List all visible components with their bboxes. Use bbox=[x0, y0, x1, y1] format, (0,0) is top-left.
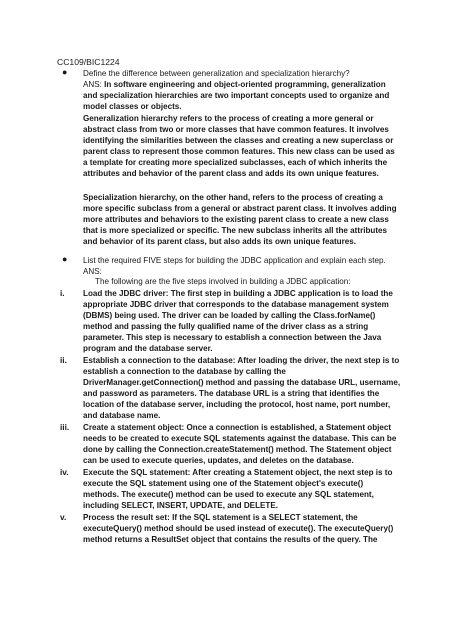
steps-intro: The following are the five steps involved in building a JDBC application: bbox=[95, 277, 351, 286]
specialization-paragraph bbox=[83, 192, 413, 247]
step-line: execute the SQL statement using one of the Statement object's execute() bbox=[83, 479, 364, 489]
step-1 bbox=[83, 288, 418, 355]
answer-1-line: model classes or objects. bbox=[83, 102, 182, 112]
step-number: iii. bbox=[60, 422, 70, 432]
question-1 bbox=[83, 68, 413, 79]
step-line: Process the result set: If the SQL statement is a SELECT statement, the bbox=[83, 513, 358, 522]
generalization-paragraph bbox=[83, 113, 413, 179]
paragraph-line: and behavior of its parent class, but also adds its own unique features. bbox=[83, 237, 356, 247]
answer-1-first-line: In software engineering and object-oriented programming, generalization bbox=[104, 80, 386, 89]
step-line: including SELECT, INSERT, UPDATE, and DELETE. bbox=[83, 501, 279, 511]
paragraph-line: abstract class from two or more classes that have common features. It involves bbox=[83, 125, 389, 135]
answer-1-intro bbox=[83, 79, 413, 113]
paragraph-line: Generalization hierarchy refers to the process of creating a more general or bbox=[83, 114, 374, 123]
step-line: method and passing the fully qualified name of the driver class as a string bbox=[83, 322, 369, 332]
step-line: needs to be created to execute SQL statements against the database. This can be bbox=[83, 434, 397, 444]
step-2 bbox=[83, 355, 418, 422]
step-line: Establish a connection to the database: After loading the driver, the next step is to bbox=[83, 356, 400, 365]
step-line: appropriate JDBC driver that corresponds to the database management system bbox=[83, 300, 389, 310]
paragraph-line: Specialization hierarchy, on the other hand, refers to the process of creating a bbox=[83, 193, 383, 202]
step-5 bbox=[83, 512, 418, 545]
step-number: i. bbox=[60, 288, 65, 298]
step-line: location of the database server, including the protocol, host name, port number, bbox=[83, 400, 391, 410]
paragraph-line: identifying the similarities between the classes and creating a new superclass or bbox=[83, 136, 394, 146]
step-line: (DBMS) being used. The driver can be loaded by calling the Class.forName() bbox=[83, 311, 376, 321]
step-line: methods. The execute() method can be used to execute any SQL statement, bbox=[83, 490, 374, 500]
step-number: iv. bbox=[60, 467, 69, 477]
step-line: can be used to execute queries, updates, and deletes on the database. bbox=[83, 456, 354, 466]
step-line: program and the database server. bbox=[83, 344, 213, 354]
step-line: executeQuery() method should be used instead of execute(). The executeQuery() bbox=[83, 524, 394, 534]
step-3 bbox=[83, 422, 418, 466]
course-code: CC109/BIC1224 bbox=[57, 57, 120, 67]
ans-label: ANS: bbox=[83, 80, 102, 89]
paragraph-line: attributes and behavior of the parent class and adds its own unique features. bbox=[83, 169, 379, 179]
paragraph-line: a template for creating more specialized subclasses, each of which inherits the bbox=[83, 158, 388, 168]
bullet-icon: ● bbox=[62, 254, 68, 264]
step-line: Load the JDBC driver: The first step in building a JDBC application is to load the bbox=[83, 289, 393, 298]
bullet-icon: ● bbox=[62, 67, 68, 77]
question-2-text: List the required FIVE steps for building the JDBC application and explain each step. bbox=[83, 256, 386, 265]
answer-1-line: and specialization hierarchies are two important concepts used to organize and bbox=[83, 91, 390, 101]
step-line: and password as parameters. The database URL is a string that identifies the bbox=[83, 389, 380, 399]
step-number: v. bbox=[60, 512, 67, 522]
step-line: establish a connection to the database by calling the bbox=[83, 367, 286, 377]
step-line: parameter. This step is necessary to establish a connection between the Java bbox=[83, 333, 382, 343]
step-line: DriverManager.getConnection() method and passing the database URL, username, bbox=[83, 378, 401, 388]
question-1-text: Define the difference between generalization and specialization hierarchy? bbox=[83, 69, 350, 78]
step-4 bbox=[83, 467, 418, 511]
step-number: ii. bbox=[60, 355, 67, 365]
question-2 bbox=[83, 255, 423, 277]
paragraph-line: more specific subclass from a general or abstract parent class. It involves adding bbox=[83, 204, 397, 214]
step-line: Execute the SQL statement: After creating a Statement object, the next step is to bbox=[83, 468, 393, 477]
paragraph-line: parent class to represent those common features. This new class can be used as bbox=[83, 147, 395, 157]
paragraph-line: that is more specialized or specific. The new subclass inherits all the attributes bbox=[83, 226, 388, 236]
step-line: done by calling the Connection.createStatement() method. The Statement object bbox=[83, 445, 392, 455]
ans-label: ANS: bbox=[83, 267, 102, 277]
step-line: and database name. bbox=[83, 411, 161, 421]
step-line: Create a statement object: Once a connection is established, a Statement object bbox=[83, 423, 392, 432]
step-line: method returns a ResultSet object that contains the results of the query. The bbox=[83, 535, 378, 545]
paragraph-line: more attributes and behaviors to the existing parent class to create a new class bbox=[83, 215, 389, 225]
